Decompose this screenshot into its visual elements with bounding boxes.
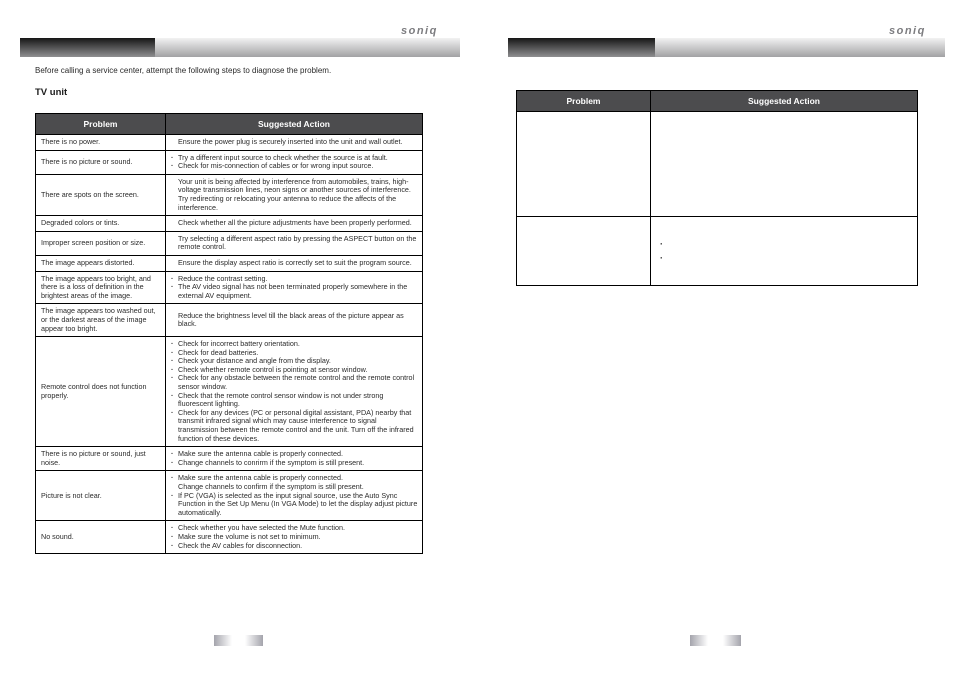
action-text: Check whether remote control is pointing at sensor window. bbox=[178, 364, 368, 374]
action-text: Check for incorrect battery orientation. bbox=[178, 339, 300, 349]
bullet-marker: · bbox=[660, 253, 663, 263]
action-column-header: Suggested Action bbox=[166, 114, 423, 135]
page-number-mark bbox=[214, 635, 232, 646]
action-text: Your unit is being affected by interference from automobiles, trains, high-voltage transmission lines, neon signs or another sources of interference. Try redirecting or relocating your antenna to reduce the affects of the interference. bbox=[178, 176, 411, 212]
table-row bbox=[36, 271, 423, 304]
action-cell bbox=[166, 231, 423, 255]
action-item bbox=[171, 178, 418, 212]
action-item bbox=[171, 283, 418, 300]
header-band-light bbox=[655, 38, 945, 57]
action-cell bbox=[166, 337, 423, 447]
action-cell bbox=[166, 447, 423, 471]
action-cell bbox=[166, 271, 423, 304]
page-number-mark bbox=[723, 635, 741, 646]
problem-cell: The image appears distorted. bbox=[36, 255, 166, 271]
action-text: Try a different input source to check whether the source is at fault. bbox=[178, 152, 388, 162]
action-text: Check whether all the picture adjustments have been properly performed. bbox=[178, 218, 412, 228]
table-row bbox=[36, 216, 423, 232]
action-item bbox=[171, 312, 418, 329]
action-text: Check whether you have selected the Mute function. bbox=[178, 523, 346, 533]
bullet-marker: · bbox=[171, 356, 174, 366]
tv-unit-troubleshooting-table bbox=[35, 113, 423, 554]
page-number-mark bbox=[690, 635, 708, 646]
table-row bbox=[36, 150, 423, 174]
bullet-marker: · bbox=[171, 523, 174, 533]
table-row bbox=[36, 174, 423, 215]
problem-cell: No sound. bbox=[36, 521, 166, 554]
action-text: Check the AV cables for disconnection. bbox=[178, 540, 303, 550]
action-text: The AV video signal has not been terminated properly somewhere in the external AV equipment. bbox=[178, 282, 408, 300]
action-cell bbox=[166, 150, 423, 174]
bullet-marker: · bbox=[171, 457, 174, 467]
header-band-light bbox=[155, 38, 460, 57]
action-text: Check for mis-connection of cables or for wrong input source. bbox=[178, 161, 374, 171]
bullet-marker: · bbox=[171, 347, 174, 357]
header-band-dark bbox=[508, 38, 655, 57]
action-cell bbox=[651, 217, 918, 286]
bullet-marker: · bbox=[171, 282, 174, 292]
action-cell bbox=[166, 135, 423, 151]
bullet-marker: · bbox=[171, 273, 174, 283]
action-item bbox=[171, 138, 418, 147]
action-text: Change channels to conrirm if the symptom is still present. bbox=[178, 457, 365, 467]
action-text: Ensure the power plug is securely inserted into the unit and wall outlet. bbox=[178, 137, 403, 146]
intro-text: Before calling a service center, attempt the following steps to diagnose the problem. bbox=[35, 66, 332, 75]
bullet-marker: · bbox=[171, 390, 174, 400]
problem-column-header: Problem bbox=[517, 91, 651, 112]
blank-troubleshooting-table bbox=[516, 90, 918, 286]
action-text: Check for any devices (PC or personal digital assistant, PDA) nearby that transmit infrared signal which may cause interference to signal transmission between the remote control and the unit. Turn off the infrared function of these devices. bbox=[178, 407, 414, 443]
problem-cell bbox=[517, 112, 651, 217]
soniq-logo: soniq bbox=[401, 25, 438, 37]
bullet-marker: · bbox=[171, 540, 174, 550]
action-text: Reduce the brightness level till the black areas of the picture appear as black. bbox=[178, 310, 404, 329]
table-row bbox=[36, 304, 423, 337]
action-item bbox=[171, 374, 418, 391]
action-text: Make sure the antenna cable is properly connected. bbox=[178, 449, 344, 459]
problem-cell: The image appears too bright, and there is a loss of definition in the brightest areas of the image. bbox=[36, 271, 166, 304]
soniq-logo: soniq bbox=[889, 25, 926, 37]
action-text: If PC (VGA) is selected as the input signal source, use the Auto Sync Function in the Set Up Menu (In VGA Mode) to let the display adjust picture automatically. bbox=[178, 490, 418, 517]
action-item bbox=[660, 237, 913, 251]
action-item bbox=[171, 235, 418, 252]
action-text: Change channels to confirm if the symptom is still present. bbox=[178, 482, 364, 491]
bullet-marker: · bbox=[171, 364, 174, 374]
action-cell bbox=[166, 255, 423, 271]
table-row bbox=[36, 231, 423, 255]
bullet-marker: · bbox=[171, 373, 174, 383]
action-cell bbox=[166, 304, 423, 337]
bullet-marker: · bbox=[171, 339, 174, 349]
action-item bbox=[660, 251, 913, 265]
action-text: Make sure the volume is not set to minimum. bbox=[178, 531, 321, 541]
action-item bbox=[171, 542, 418, 551]
action-cell bbox=[166, 471, 423, 521]
action-cell bbox=[166, 216, 423, 232]
action-text: Reduce the contrast setting. bbox=[178, 273, 268, 283]
problem-cell: Picture is not clear. bbox=[36, 471, 166, 521]
action-item bbox=[171, 459, 418, 468]
table-row bbox=[36, 337, 423, 447]
problem-cell: There is no power. bbox=[36, 135, 166, 151]
action-item bbox=[171, 259, 418, 268]
action-item bbox=[171, 219, 418, 228]
action-text: Check for dead batteries. bbox=[178, 347, 259, 357]
problem-cell: There is no picture or sound. bbox=[36, 150, 166, 174]
action-item bbox=[171, 492, 418, 518]
bullet-marker: · bbox=[171, 407, 174, 417]
page-number-mark bbox=[245, 635, 263, 646]
action-text: Check that the remote control sensor window is not under strong fluorescent lighting. bbox=[178, 390, 384, 409]
bullet-marker: · bbox=[171, 152, 174, 162]
table-row bbox=[36, 135, 423, 151]
action-cell bbox=[651, 112, 918, 217]
header-band-dark bbox=[20, 38, 155, 57]
problem-cell: Improper screen position or size. bbox=[36, 231, 166, 255]
table-row bbox=[36, 521, 423, 554]
action-text: Ensure the display aspect ratio is correctly set to suit the program source. bbox=[178, 257, 412, 267]
table-row bbox=[36, 447, 423, 471]
action-item bbox=[171, 392, 418, 409]
table-row bbox=[36, 255, 423, 271]
bullet-marker: · bbox=[171, 473, 174, 483]
problem-cell: The image appears too washed out, or the darkest areas of the image appear too bright. bbox=[36, 304, 166, 337]
problem-cell bbox=[517, 217, 651, 286]
table-header-row bbox=[517, 91, 918, 112]
action-text: Try selecting a different aspect ratio by pressing the ASPECT button on the remote control. bbox=[178, 233, 417, 252]
table-header-row bbox=[36, 114, 423, 135]
bullet-marker: · bbox=[171, 161, 174, 171]
action-item bbox=[171, 409, 418, 443]
section-title: TV unit bbox=[35, 87, 68, 98]
problem-column-header: Problem bbox=[36, 114, 166, 135]
bullet-marker: · bbox=[171, 490, 174, 500]
problem-cell: There are spots on the screen. bbox=[36, 174, 166, 215]
action-cell bbox=[166, 521, 423, 554]
table-row bbox=[517, 112, 918, 217]
table-row bbox=[517, 217, 918, 286]
bullet-marker: · bbox=[171, 531, 174, 541]
problem-cell: Remote control does not function properly. bbox=[36, 337, 166, 447]
action-text: Check for any obstacle between the remote control and the remote control sensor window. bbox=[178, 373, 415, 392]
action-text: Make sure the antenna cable is properly connected. bbox=[178, 473, 344, 483]
table-row bbox=[36, 471, 423, 521]
action-cell bbox=[166, 174, 423, 215]
action-item bbox=[171, 162, 418, 171]
bullet-marker: · bbox=[660, 239, 663, 249]
action-column-header: Suggested Action bbox=[651, 91, 918, 112]
problem-cell: There is no picture or sound, just noise. bbox=[36, 447, 166, 471]
problem-cell: Degraded colors or tints. bbox=[36, 216, 166, 232]
action-text: Check your distance and angle from the display. bbox=[178, 356, 331, 366]
bullet-marker: · bbox=[171, 449, 174, 459]
